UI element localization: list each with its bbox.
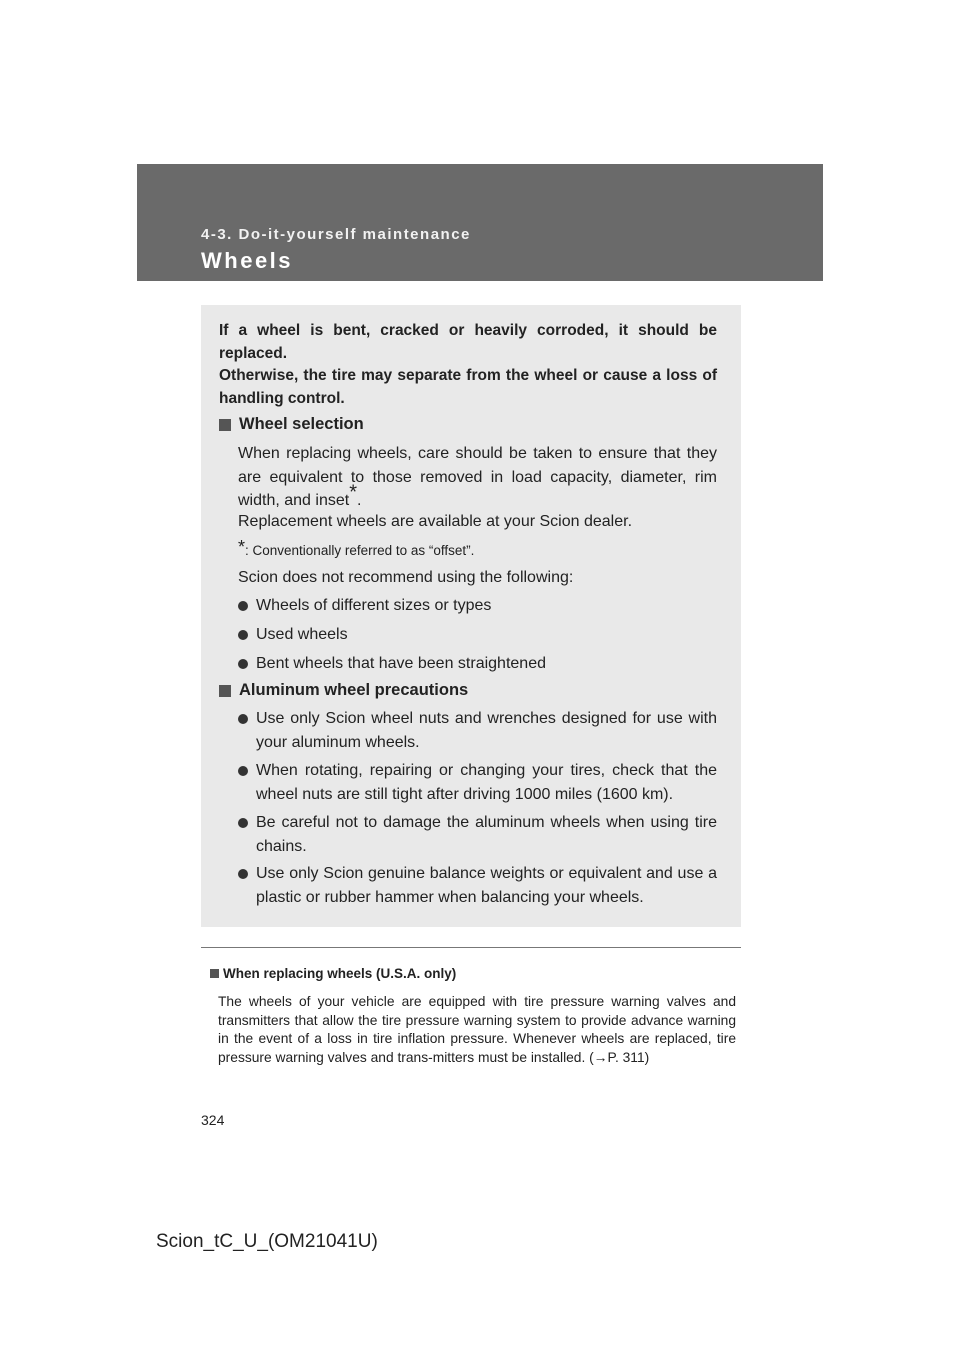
bullet-dot-icon: [238, 818, 248, 828]
sentence-period: .: [356, 492, 362, 509]
main-content-box: [201, 305, 741, 927]
list-item: [238, 707, 717, 754]
bullet-dot-icon: [238, 766, 248, 776]
note-body: The wheels of your vehicle are equipped with tire pressure warning valves and transmitters that allow the tire pressure warning system to provide advance warning in the event of a loss in tire inflation pressure. Whenever wheels are replaced, tire pressure warning valves and trans-mitters must be installed. (→P. 311): [218, 994, 736, 1065]
asterisk-mark: *: [349, 481, 357, 504]
intro-line-2: Otherwise, the tire may separate from the wheel or cause a loss of handling control.: [219, 367, 717, 407]
square-bullet-icon: [219, 419, 231, 431]
list-item-text: Be careful not to damage the aluminum wheels when using tire chains.: [256, 814, 717, 855]
list-item: [238, 759, 717, 806]
list-item: [238, 652, 717, 676]
bullet-dot-icon: [238, 714, 248, 724]
footnote-text: : Conventionally referred to as “offset”.: [245, 543, 475, 558]
bullet-dot-icon: [238, 869, 248, 879]
recommend-text: Scion does not recommend using the following:: [238, 569, 574, 586]
square-bullet-icon: [210, 969, 219, 978]
list-item-text: When rotating, repairing or changing your tires, check that the wheel nuts are still tight after driving 1000 miles (1600 km).: [256, 762, 717, 803]
aluminum-heading: [219, 681, 468, 700]
page-title: Wheels: [201, 248, 294, 273]
list-item-text: Use only Scion genuine balance weights or equivalent and use a plastic or rubber hammer when balancing your wheels.: [256, 865, 717, 906]
intro-text: [219, 320, 717, 410]
footnote: [238, 537, 474, 558]
list-item: [238, 862, 717, 909]
aluminum-heading-text: Aluminum wheel precautions: [239, 681, 469, 699]
wheel-selection-paragraph: [238, 442, 717, 513]
list-item-text: Wheels of different sizes or types: [256, 597, 492, 614]
section-label: 4-3. Do-it-yourself maintenance: [201, 226, 471, 243]
list-item-text: Used wheels: [256, 626, 348, 643]
note-heading-text: When replacing wheels (U.S.A. only): [223, 966, 457, 981]
list-item: [238, 811, 717, 858]
list-item-text: Use only Scion wheel nuts and wrenches designed for use with your aluminum wheels.: [256, 710, 717, 751]
list-item: [238, 623, 717, 647]
bullet-dot-icon: [238, 659, 248, 669]
section-divider: [201, 947, 741, 948]
square-bullet-icon: [219, 685, 231, 697]
bullet-dot-icon: [238, 630, 248, 640]
wheel-selection-text: When replacing wheels, care should be taken to ensure that they are equivalent to those removed in load capacity, diameter, rim width, and inset: [238, 445, 717, 509]
header-band: [137, 164, 823, 281]
document-id: Scion_tC_U_(OM21041U): [156, 1231, 378, 1252]
list-item-text: Bent wheels that have been straightened: [256, 655, 546, 672]
bullet-dot-icon: [238, 601, 248, 611]
footnote-asterisk: *: [238, 537, 246, 557]
intro-line-1: If a wheel is bent, cracked or heavily corroded, it should be replaced.: [219, 322, 717, 362]
wheel-selection-heading-text: Wheel selection: [239, 415, 364, 433]
wheel-selection-heading: [219, 415, 364, 434]
dealer-text: Replacement wheels are available at your Scion dealer.: [238, 513, 633, 530]
list-item: [238, 594, 717, 618]
page-number: 324: [201, 1112, 225, 1128]
note-heading: [210, 966, 456, 981]
